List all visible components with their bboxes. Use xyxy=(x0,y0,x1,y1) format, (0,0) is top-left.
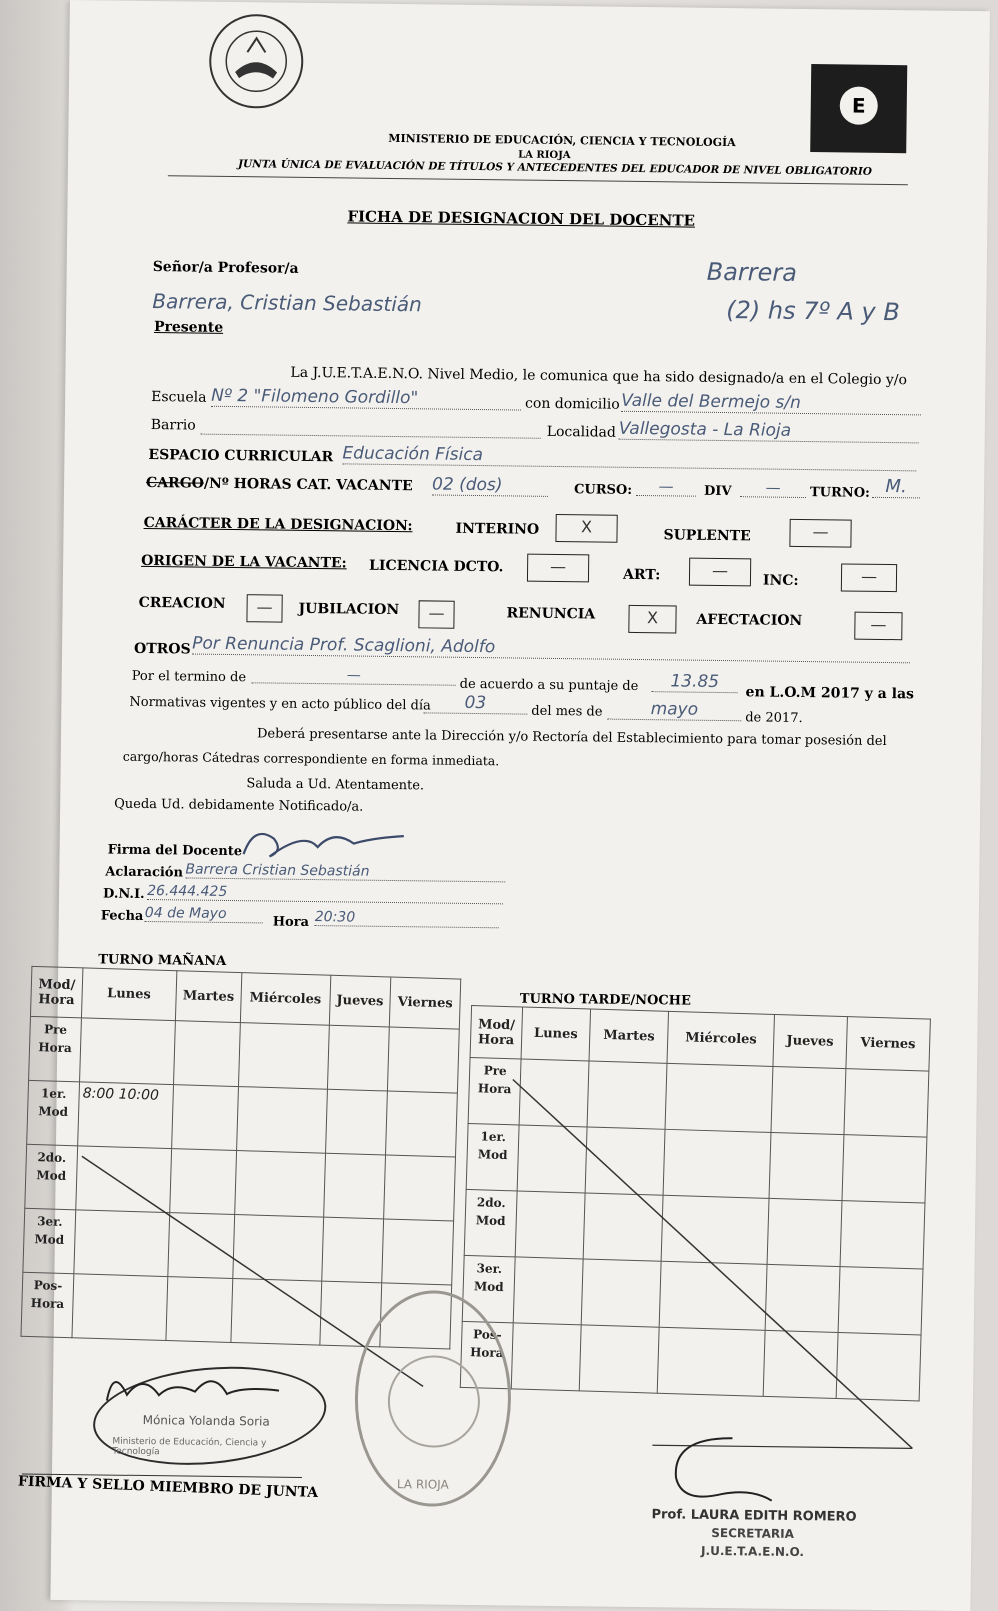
afectacion-mark: — xyxy=(870,614,887,635)
barrio-label: Barrio xyxy=(150,417,196,434)
morning-col-jueves: Jueves xyxy=(329,975,391,1027)
morning-cell[interactable] xyxy=(171,1085,238,1151)
center-seal xyxy=(354,1290,513,1508)
morning-col-modhora: Mod/ Hora xyxy=(30,966,82,1017)
div-value: — xyxy=(740,478,806,498)
morning-row-2: 2do. Mod xyxy=(25,1144,78,1209)
board-line: JUNTA ÚNICA DE EVALUACIÓN DE TÍTULOS Y ANTECEDENTES DEL EDUCADOR DE NIVEL OBLIGATORIO xyxy=(237,158,873,178)
evening-row-pos: Pos- Hora xyxy=(460,1321,513,1388)
saluda-text: Saluda a Ud. Atentamente. xyxy=(246,776,425,794)
mes-value: mayo xyxy=(607,699,741,722)
secretary-name: Prof. LAURA EDITH ROMERO xyxy=(651,1507,857,1525)
localidad-label: Localidad xyxy=(546,423,616,441)
seal-text: LA RIOJA xyxy=(396,1477,449,1492)
presente-label: Presente xyxy=(153,319,224,336)
fecha-value: 04 de Mayo xyxy=(145,905,263,923)
morning-col-martes: Martes xyxy=(175,971,242,1023)
junta-member-signature-icon xyxy=(103,1361,284,1413)
page-title: FICHA DE DESIGNACION DEL DOCENTE xyxy=(347,207,696,230)
horas-value: 02 (dos) xyxy=(432,474,548,496)
secretary-org: J.U.E.T.A.E.N.O. xyxy=(701,1543,805,1560)
domicilio-value: Valle del Bermejo s/n xyxy=(621,391,921,416)
firma-docente-label: Firma del Docente xyxy=(107,842,243,860)
morning-cell[interactable] xyxy=(386,1091,458,1157)
ministry-line: MINISTERIO DE EDUCACIÓN, CIENCIA Y TECNOLOGÍA xyxy=(388,131,736,150)
termino-value: — xyxy=(252,666,456,685)
interino-mark: X xyxy=(581,517,593,537)
cargo-horas-line xyxy=(146,475,413,494)
art-label: ART: xyxy=(622,566,661,584)
turno-value: M. xyxy=(872,476,920,499)
curso-label: CURSO: xyxy=(573,482,633,498)
junta-logo-icon xyxy=(207,12,306,111)
licencia-label: LICENCIA DCTO. xyxy=(369,557,504,576)
morning-entry[interactable]: 8:00 10:00 xyxy=(78,1082,173,1149)
renuncia-checkbox[interactable] xyxy=(628,605,676,634)
morning-cell[interactable] xyxy=(237,1087,327,1154)
fecha-label: Fecha xyxy=(100,908,144,924)
dni-label: D.N.I. xyxy=(102,886,145,902)
jubilacion-label: JUBILACION xyxy=(298,600,400,619)
dni-value: 26.444.425 xyxy=(147,883,503,904)
addressee-name: Barrera, Cristian Sebastián xyxy=(152,289,422,317)
evening-row-1: 1er. Mod xyxy=(466,1123,519,1190)
docente-signature-icon xyxy=(233,820,414,868)
lom-text: en L.O.M 2017 y a las xyxy=(745,684,915,703)
morning-title: TURNO MAÑANA xyxy=(98,952,227,969)
otros-label: OTROS xyxy=(133,640,191,658)
morning-cell[interactable] xyxy=(80,1018,175,1085)
evening-col-martes: Martes xyxy=(589,1009,669,1063)
inc-checkbox[interactable] xyxy=(841,563,897,592)
creacion-mark: — xyxy=(256,597,273,617)
afectacion-checkbox[interactable] xyxy=(854,612,902,641)
acuerdo-text: de acuerdo a su puntaje de xyxy=(459,676,639,694)
morning-cell[interactable] xyxy=(173,1021,240,1087)
corner-block xyxy=(810,64,907,153)
left-stamp-name: Mónica Yolanda Soria xyxy=(142,1412,270,1429)
domicilio-label: con domicilio xyxy=(525,395,620,413)
province-line: LA RIOJA xyxy=(518,149,571,162)
barrio-value-line xyxy=(201,418,541,439)
inc-mark: — xyxy=(860,566,878,586)
corner-letter: E xyxy=(840,86,878,124)
renuncia-label: RENUNCIA xyxy=(506,605,596,623)
suplente-label: SUPLENTE xyxy=(663,527,751,545)
aclaracion-label: Aclaración xyxy=(105,864,184,881)
intro-text: La J.U.E.T.A.E.N.O. Nivel Medio, le comunica que ha sido designado/a en el Colegio y/o xyxy=(290,364,908,389)
afectacion-label: AFECTACION xyxy=(696,611,803,629)
morning-cell[interactable] xyxy=(327,1025,390,1091)
morning-col-viernes: Viernes xyxy=(390,977,461,1029)
secretary-signature-icon xyxy=(662,1427,783,1508)
secretary-role: SECRETARIA xyxy=(711,1525,795,1541)
origen-label: ORIGEN DE LA VACANTE: xyxy=(141,552,347,572)
evening-col-jueves: Jueves xyxy=(773,1014,847,1068)
evening-col-lunes: Lunes xyxy=(521,1007,591,1061)
espacio-value: Educación Física xyxy=(342,443,916,471)
jubilacion-mark: — xyxy=(428,603,445,623)
evening-col-miercoles: Miércoles xyxy=(667,1011,774,1066)
cargo-horas-text: cargo/horas Cátedras correspondiente en forma inmediata. xyxy=(122,748,500,769)
interino-label: INTERINO xyxy=(455,520,540,538)
termino-label: Por el termino de xyxy=(131,668,247,686)
evening-row-3: 3er. Mod xyxy=(462,1255,515,1322)
evening-col-modhora: Mod/ Hora xyxy=(470,1006,523,1059)
addressee-label: Señor/a Profesor/a xyxy=(152,259,299,277)
escuela-label: Escuela xyxy=(151,389,207,406)
horas-label: /Nº HORAS CAT. VACANTE xyxy=(203,475,413,495)
evening-title: TURNO TARDE/NOCHE xyxy=(519,991,691,1009)
caracter-label: CARÁCTER DE LA DESIGNACION: xyxy=(143,514,413,535)
morning-row-pre: Pre Hora xyxy=(29,1016,82,1081)
jubilacion-checkbox[interactable] xyxy=(418,600,454,628)
curso-value: — xyxy=(636,477,696,497)
evening-row-2: 2do. Mod xyxy=(464,1189,517,1256)
morning-cell[interactable] xyxy=(239,1023,329,1090)
evening-cross-line xyxy=(502,1073,927,1458)
escuela-value: Nº 2 "Filomeno Gordillo" xyxy=(211,386,521,411)
licencia-checkbox[interactable] xyxy=(527,554,589,583)
suplente-checkbox[interactable] xyxy=(789,519,851,548)
evening-col-viernes: Viernes xyxy=(846,1017,931,1071)
left-stamp-sub: Ministerio de Educación, Ciencia y Tecnología xyxy=(112,1436,267,1458)
morning-row-1: 1er. Mod xyxy=(27,1080,80,1145)
dia-value: 03 xyxy=(423,692,527,714)
creacion-checkbox[interactable] xyxy=(246,594,282,622)
div-label: DIV xyxy=(703,483,732,500)
queda-text: Queda Ud. debidamente Notificado/a. xyxy=(114,796,364,815)
espacio-label: ESPACIO CURRICULAR xyxy=(148,446,334,466)
renuncia-mark: X xyxy=(646,608,659,628)
otros-value: Por Renuncia Prof. Scaglioni, Adolfo xyxy=(192,634,910,664)
turno-label: TURNO: xyxy=(809,485,870,501)
morning-cell[interactable] xyxy=(388,1027,460,1093)
seal-emblem-icon xyxy=(387,1355,480,1448)
morning-row-3: 3er. Mod xyxy=(23,1208,76,1273)
licencia-mark: — xyxy=(549,556,567,577)
morning-row-pos: Pos- Hora xyxy=(21,1272,74,1337)
hora-label: Hora xyxy=(272,914,310,930)
suplente-mark: — xyxy=(812,522,829,542)
interino-checkbox[interactable] xyxy=(555,514,617,543)
presentarse-text: Deberá presentarse ante la Dirección y/o Rectoría del Establecimiento para tomar posesión del xyxy=(256,726,887,750)
mes-label: del mes de xyxy=(531,703,603,720)
art-mark: — xyxy=(711,560,729,581)
art-checkbox[interactable] xyxy=(689,558,751,587)
cargo-struck-label: CARGO xyxy=(146,474,204,492)
localidad-value: Vallegosta - La Rioja xyxy=(619,419,919,444)
morning-col-lunes: Lunes xyxy=(81,968,176,1021)
firma-sello-label: FIRMA Y SELLO MIEMBRO DE JUNTA xyxy=(17,1473,319,1502)
aclaracion-value: Barrera Cristian Sebastián xyxy=(185,861,505,882)
handwritten-note-1: Barrera xyxy=(706,257,798,287)
normativas-text: Normativas vigentes y en acto público del día xyxy=(129,694,431,714)
inc-label: INC: xyxy=(762,572,799,589)
hora-value: 20:30 xyxy=(315,909,499,928)
document-sheet xyxy=(17,0,989,1611)
puntaje-value: 13.85 xyxy=(652,671,738,693)
creacion-label: CREACION xyxy=(138,594,226,612)
anio-text: de 2017. xyxy=(745,710,803,727)
handwritten-note-2: (2) hs 7º A y B xyxy=(726,296,900,327)
evening-row-pre: Pre Hora xyxy=(468,1057,521,1124)
morning-cell[interactable] xyxy=(325,1089,388,1155)
morning-col-miercoles: Miércoles xyxy=(241,973,331,1026)
